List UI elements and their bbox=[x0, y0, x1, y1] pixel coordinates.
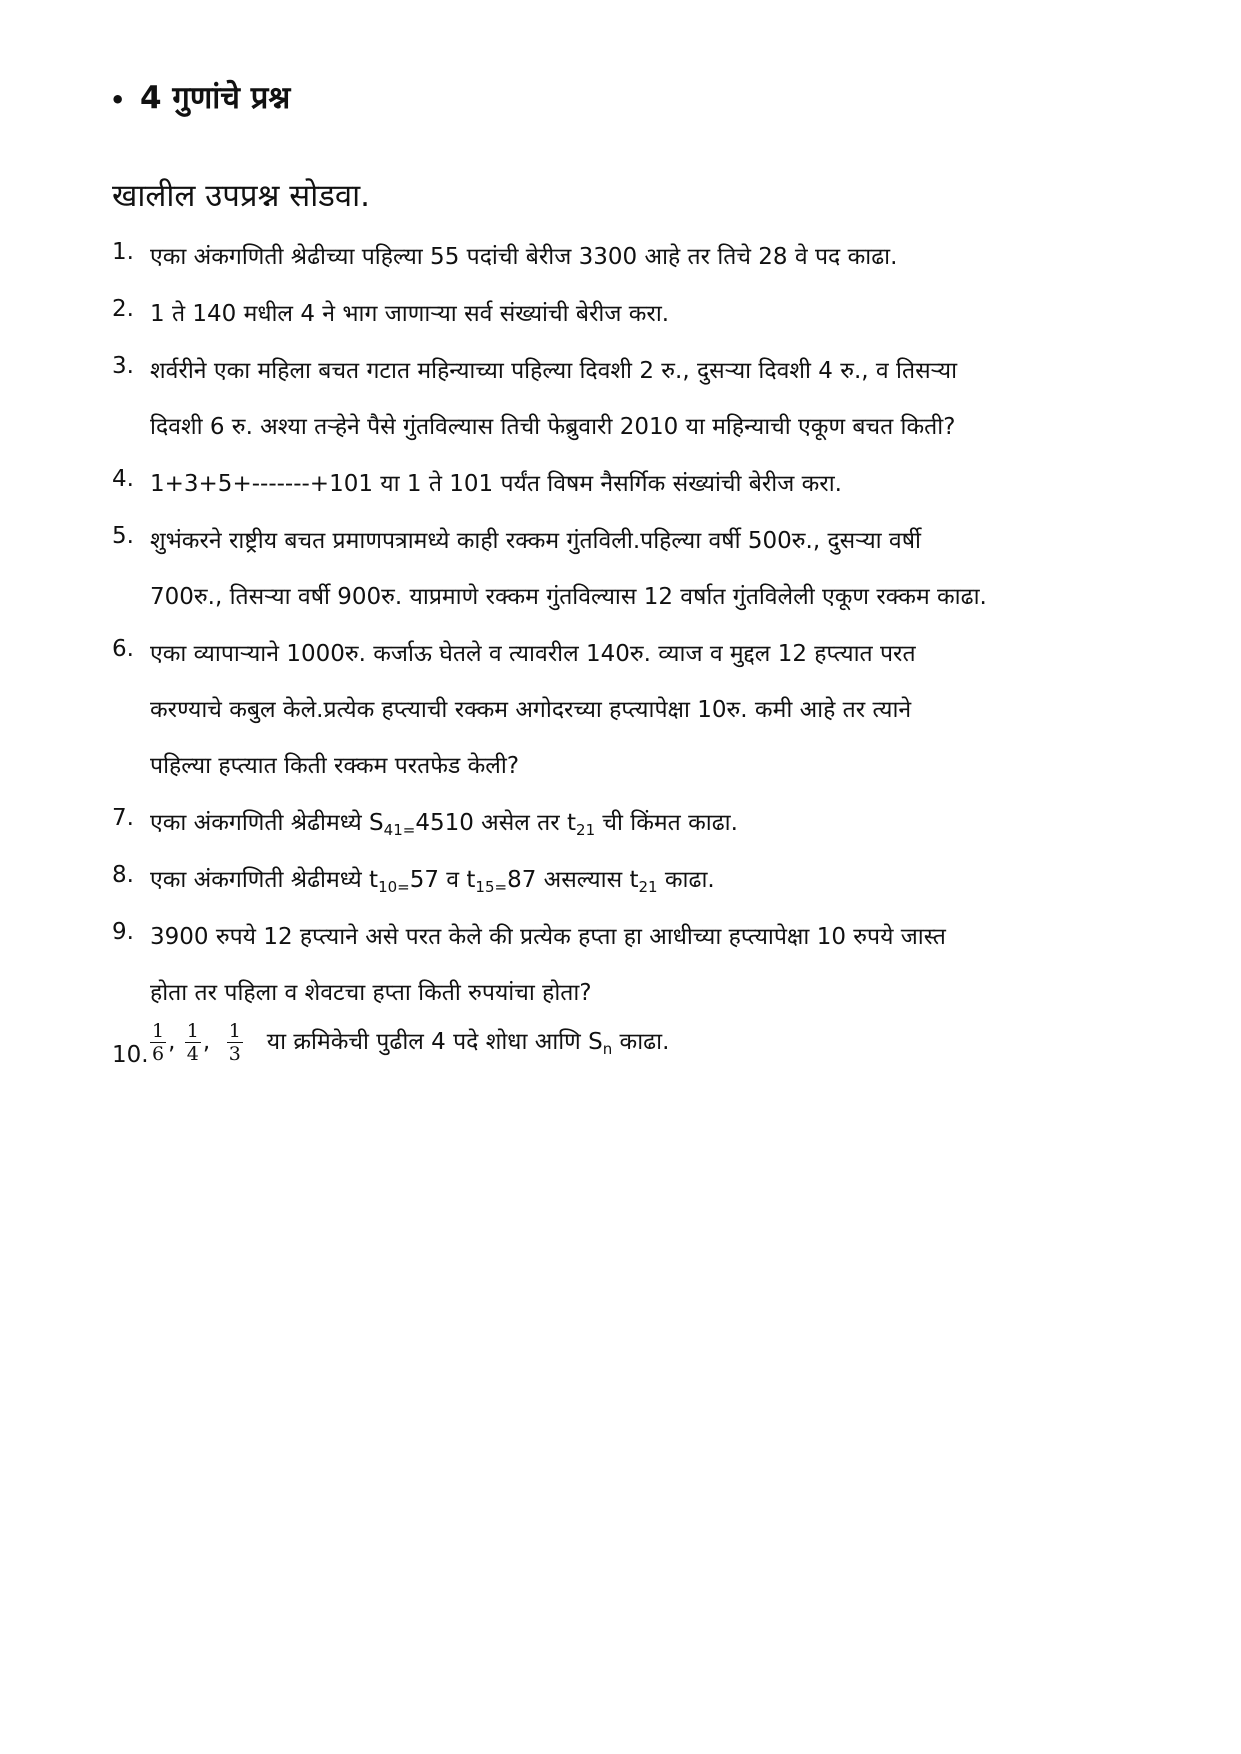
separator: , bbox=[202, 1029, 211, 1055]
question-text-line-1: शर्वरीने एका महिला बचत गटात महिन्याच्या पहिल्या दिवशी 2 रु., दुसऱ्या दिवशी 4 रु., व तिसऱ्या bbox=[150, 358, 958, 384]
question-number: 10. bbox=[112, 1042, 149, 1068]
question-text bbox=[150, 862, 715, 896]
question-number: 7. bbox=[112, 805, 134, 831]
question-number: 4. bbox=[112, 466, 134, 492]
text-segment: एका अंकगणिती श्रेढीमध्ये S bbox=[150, 810, 384, 836]
question-number: 9. bbox=[112, 919, 134, 945]
text-segment: 57 व t bbox=[409, 867, 476, 893]
separator: , bbox=[168, 1029, 176, 1055]
question-text-line-2: दिवशी 6 रु. अश्या तऱ्हेने पैसे गुंतविल्यास तिची फेब्रुवारी 2010 या महिन्याची एकूण बचत किती? bbox=[150, 414, 956, 440]
subscript: 15= bbox=[475, 878, 508, 896]
question-text-line-1: 3900 रुपये 12 हप्त्याने असे परत केले की प्रत्येक हप्ता हा आधीच्या हप्त्यापेक्षा 10 रुपये जास्त bbox=[150, 924, 946, 950]
fraction-numerator: 1 bbox=[152, 1020, 165, 1042]
text-segment: या क्रमिकेची पुढील 4 पदे शोधा आणि S bbox=[266, 1029, 603, 1055]
question-text-line-2: 700रु., तिसऱ्या वर्षी 900रु. याप्रमाणे रक्कम गुंतविल्यास 12 वर्षात गुंतविलेली एकूण रक्कम काढा. bbox=[150, 584, 987, 610]
question-text-line-2: करण्याचे कबुल केले.प्रत्येक हप्त्याची रक्कम अगोदरच्या हप्त्यापेक्षा 10रु. कमी आहे तर त्याने bbox=[150, 697, 912, 723]
question-text bbox=[148, 1020, 669, 1065]
fraction-numerator: 1 bbox=[228, 1020, 241, 1042]
fraction bbox=[185, 1020, 201, 1065]
text-segment: 87 असल्यास t bbox=[507, 867, 639, 893]
text-segment: काढा. bbox=[657, 867, 715, 893]
question-text-line-2: होता तर पहिला व शेवटचा हप्ता किती रुपयांचा होता? bbox=[150, 980, 592, 1006]
text-segment: ची किंमत काढा. bbox=[595, 810, 738, 836]
section-heading-text: 4 गुणांचे प्रश्न bbox=[140, 80, 291, 116]
question-number: 2. bbox=[112, 296, 134, 322]
subscript: 21 bbox=[576, 821, 596, 839]
section-heading bbox=[110, 76, 290, 118]
question-number: 8. bbox=[112, 862, 134, 888]
question-text-line-1: शुभंकरने राष्ट्रीय बचत प्रमाणपत्रामध्ये काही रक्कम गुंतविली.पहिल्या वर्षी 500रु., दुसऱ्या वर्षी bbox=[150, 528, 921, 554]
question-number: 6. bbox=[112, 636, 134, 662]
question-text: 1 ते 140 मधील 4 ने भाग जाणाऱ्या सर्व संख्यांची बेरीज करा. bbox=[150, 301, 670, 327]
subscript: 21 bbox=[638, 878, 658, 896]
question-number: 3. bbox=[112, 353, 134, 379]
fraction-denominator: 3 bbox=[228, 1043, 241, 1065]
bullet-icon: • bbox=[110, 85, 126, 114]
question-text: एका अंकगणिती श्रेढीच्या पहिल्या 55 पदांची बेरीज 3300 आहे तर तिचे 28 वे पद काढा. bbox=[150, 244, 898, 270]
fraction bbox=[227, 1020, 243, 1065]
text-segment: काढा. bbox=[612, 1029, 670, 1055]
question-number: 1. bbox=[112, 239, 134, 265]
text-segment: एका अंकगणिती श्रेढीमध्ये t bbox=[150, 867, 379, 893]
fraction bbox=[150, 1020, 166, 1065]
text-segment: 4510 असेल तर t bbox=[415, 810, 577, 836]
subscript: 41= bbox=[383, 821, 416, 839]
subscript: n bbox=[602, 1040, 613, 1058]
question-number: 5. bbox=[112, 523, 134, 549]
fraction-denominator: 6 bbox=[152, 1043, 165, 1065]
question-text-line-3: पहिल्या हप्त्यात किती रक्कम परतफेड केली? bbox=[150, 753, 520, 779]
question-text bbox=[150, 805, 738, 839]
subscript: 10= bbox=[378, 878, 410, 896]
instruction-text: खालील उपप्रश्न सोडवा. bbox=[112, 178, 371, 214]
fraction-denominator: 4 bbox=[186, 1043, 199, 1065]
question-text-line-1: एका व्यापाऱ्याने 1000रु. कर्जाऊ घेतले व त्यावरील 140रु. व्याज व मुद्दल 12 हप्त्यात परत bbox=[150, 641, 916, 667]
question-text: 1+3+5+-------+101 या 1 ते 101 पर्यंत विषम नैसर्गिक संख्यांची बेरीज करा. bbox=[150, 471, 842, 497]
fraction-numerator: 1 bbox=[186, 1020, 199, 1042]
